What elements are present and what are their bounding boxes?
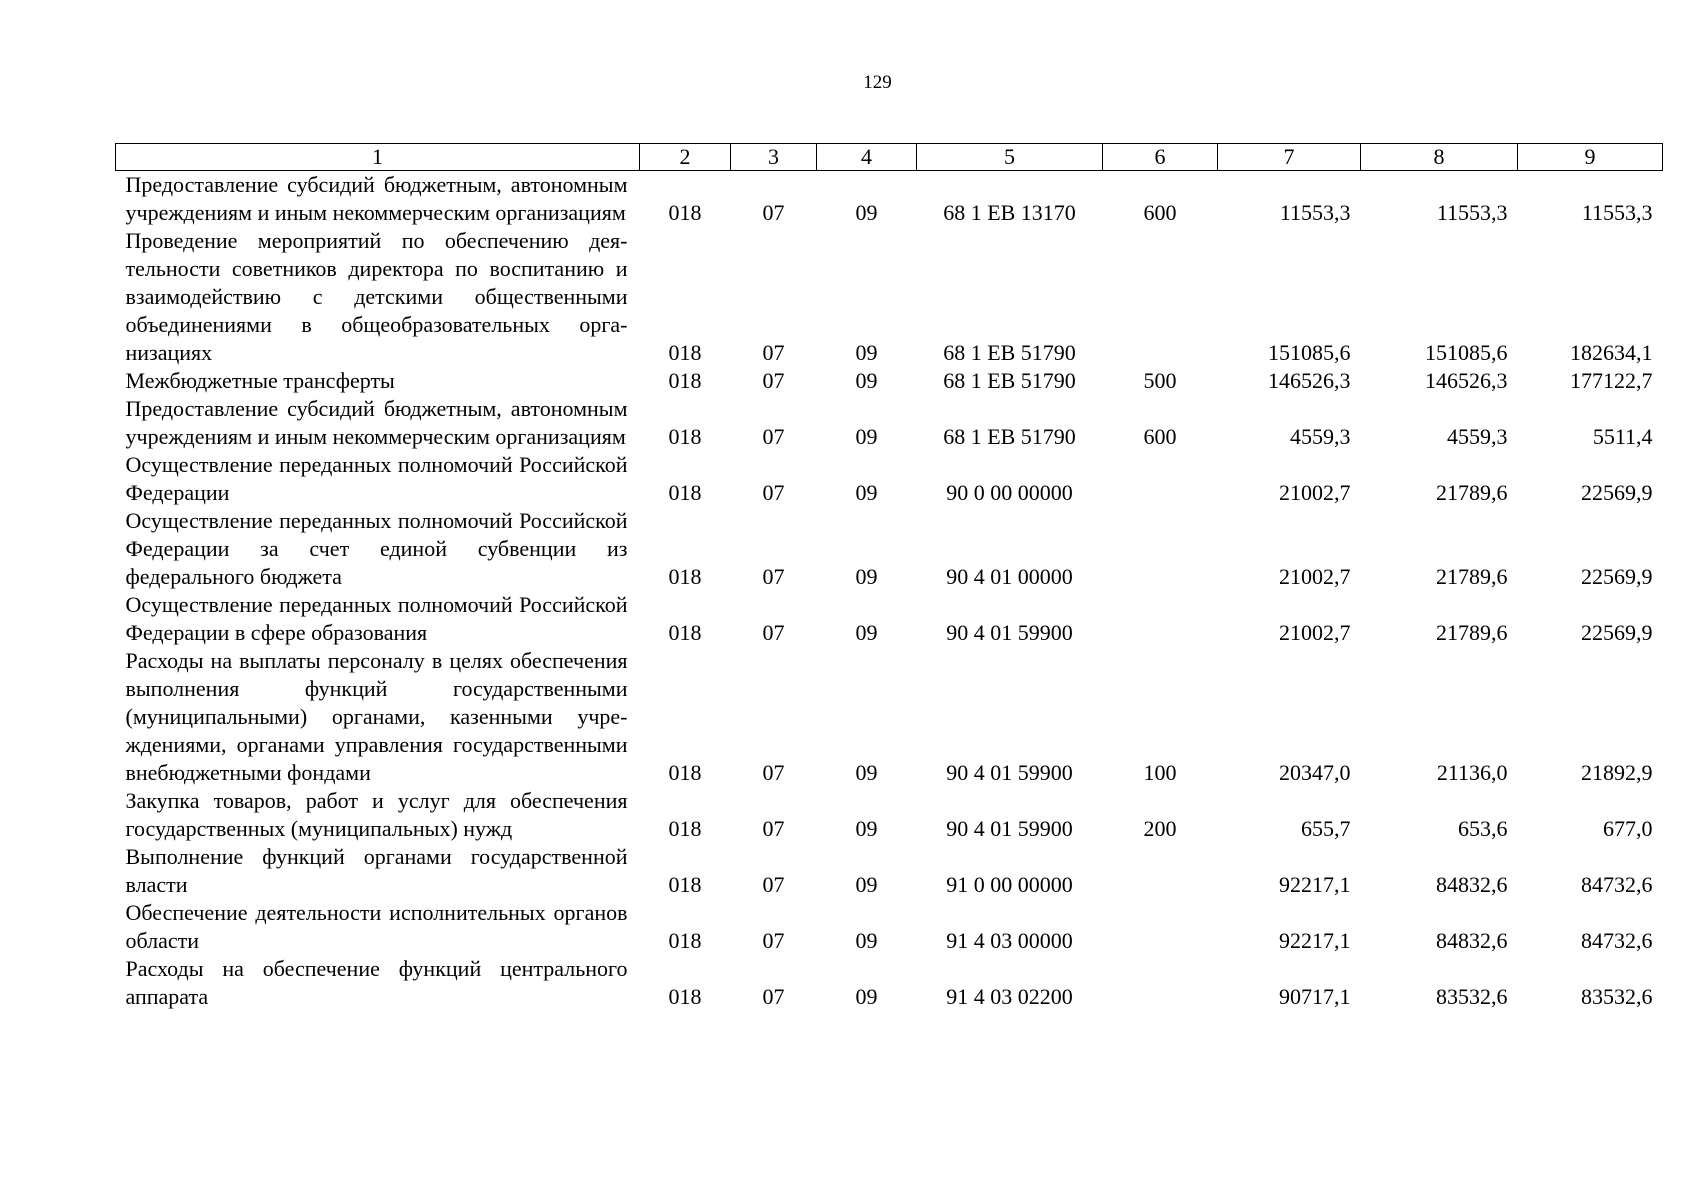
subsection-code-cell: 09 xyxy=(855,480,878,505)
expense-type-cell: 100 xyxy=(1143,760,1177,785)
target-article-cell: 68 1 ЕВ 13170 xyxy=(943,200,1076,225)
amount-col9-cell: 11553,3 xyxy=(1581,200,1653,225)
amount-col9-cell: 5511,4 xyxy=(1592,424,1653,449)
subsection-code-cell: 09 xyxy=(855,368,878,393)
amount-col9-cell: 22569,9 xyxy=(1581,620,1653,645)
admin-code-cell: 018 xyxy=(668,760,702,785)
row-name-cell: Обеспечение деятельности исполнительных органов области xyxy=(125,900,628,953)
column-header-8: 8 xyxy=(1361,144,1518,171)
table-row xyxy=(116,367,1663,395)
amount-col8-cell: 21789,6 xyxy=(1436,620,1508,645)
table-row xyxy=(116,227,1663,367)
amount-col9-cell: 177122,7 xyxy=(1570,368,1653,393)
amount-col9-cell: 22569,9 xyxy=(1581,480,1653,505)
section-code-cell: 07 xyxy=(762,340,785,365)
table-row xyxy=(116,507,1663,591)
table-header-row xyxy=(116,144,1663,171)
page-number: 129 xyxy=(863,72,892,93)
amount-col7-cell: 92217,1 xyxy=(1279,928,1351,953)
expense-type-cell: 200 xyxy=(1143,816,1177,841)
admin-code-cell: 018 xyxy=(668,424,702,449)
section-code-cell: 07 xyxy=(762,816,785,841)
row-name-cell: Осуществление переданных полномочий Российской Федерации xyxy=(125,452,628,505)
row-name-cell: Предоставление субсидий бюджетным, автономным учреждениям и иным некоммерческим организациям xyxy=(125,172,628,225)
amount-col7-cell: 21002,7 xyxy=(1279,564,1351,589)
admin-code-cell: 018 xyxy=(668,872,702,897)
budget-table xyxy=(115,143,1663,1011)
subsection-code-cell: 09 xyxy=(855,340,878,365)
target-article-cell: 68 1 ЕВ 51790 xyxy=(943,340,1076,365)
amount-col8-cell: 21789,6 xyxy=(1436,480,1508,505)
column-header-3: 3 xyxy=(731,144,817,171)
target-article-cell: 90 4 01 59900 xyxy=(946,620,1073,645)
expense-type-cell xyxy=(1103,899,1218,955)
table-row xyxy=(116,647,1663,787)
amount-col9-cell: 83532,6 xyxy=(1581,984,1653,1009)
subsection-code-cell: 09 xyxy=(855,200,878,225)
admin-code-cell: 018 xyxy=(668,620,702,645)
section-code-cell: 07 xyxy=(762,620,785,645)
target-article-cell: 90 4 01 59900 xyxy=(946,816,1073,841)
expense-type-cell: 500 xyxy=(1143,368,1177,393)
admin-code-cell: 018 xyxy=(668,480,702,505)
row-name-cell: Межбюджетные трансферты xyxy=(125,368,395,393)
amount-col8-cell: 11553,3 xyxy=(1436,200,1508,225)
section-code-cell: 07 xyxy=(762,200,785,225)
expense-type-cell xyxy=(1103,451,1218,507)
subsection-code-cell: 09 xyxy=(855,424,878,449)
column-header-4: 4 xyxy=(817,144,917,171)
amount-col8-cell: 146526,3 xyxy=(1425,368,1508,393)
row-name-cell: Проведение мероприятий по обеспечению деятельности советников директора по воспитанию и взаимодействию с детскими общественными объединениями в общеобразовательных организациях xyxy=(125,228,628,365)
admin-code-cell: 018 xyxy=(668,564,702,589)
amount-col9-cell: 22569,9 xyxy=(1581,564,1653,589)
table-row xyxy=(116,451,1663,507)
amount-col8-cell: 151085,6 xyxy=(1425,340,1508,365)
amount-col8-cell: 653,6 xyxy=(1458,816,1508,841)
target-article-cell: 90 4 01 00000 xyxy=(946,564,1073,589)
expense-type-cell xyxy=(1103,843,1218,899)
amount-col8-cell: 84832,6 xyxy=(1436,872,1508,897)
target-article-cell: 90 4 01 59900 xyxy=(946,760,1073,785)
row-name-cell: Выполнение функций органами государственной власти xyxy=(125,844,628,897)
section-code-cell: 07 xyxy=(762,564,785,589)
table-row xyxy=(116,899,1663,955)
table-row xyxy=(116,843,1663,899)
section-code-cell: 07 xyxy=(762,424,785,449)
admin-code-cell: 018 xyxy=(668,984,702,1009)
subsection-code-cell: 09 xyxy=(855,620,878,645)
table-body xyxy=(116,171,1663,1012)
expense-type-cell xyxy=(1103,955,1218,1011)
table-row xyxy=(116,787,1663,843)
amount-col7-cell: 21002,7 xyxy=(1279,620,1351,645)
amount-col8-cell: 83532,6 xyxy=(1436,984,1508,1009)
amount-col7-cell: 92217,1 xyxy=(1279,872,1351,897)
amount-col7-cell: 151085,6 xyxy=(1268,340,1351,365)
target-article-cell: 91 4 03 00000 xyxy=(946,928,1073,953)
expense-type-cell: 600 xyxy=(1143,200,1177,225)
expense-type-cell xyxy=(1103,227,1218,367)
expense-type-cell: 600 xyxy=(1143,424,1177,449)
row-name-cell: Закупка товаров, работ и услуг для обеспечения государственных (муниципальных) нужд xyxy=(125,788,628,841)
admin-code-cell: 018 xyxy=(668,816,702,841)
column-header-5: 5 xyxy=(917,144,1103,171)
amount-col9-cell: 84732,6 xyxy=(1581,928,1653,953)
expense-type-cell xyxy=(1103,591,1218,647)
column-header-1: 1 xyxy=(116,144,640,171)
amount-col7-cell: 11553,3 xyxy=(1279,200,1351,225)
amount-col7-cell: 21002,7 xyxy=(1279,480,1351,505)
target-article-cell: 68 1 ЕВ 51790 xyxy=(943,424,1076,449)
row-name-cell: Расходы на обеспечение функций центрального аппарата xyxy=(125,956,628,1009)
table-row xyxy=(116,955,1663,1011)
table-row xyxy=(116,395,1663,451)
subsection-code-cell: 09 xyxy=(855,928,878,953)
target-article-cell: 91 0 00 00000 xyxy=(946,872,1073,897)
table-row xyxy=(116,591,1663,647)
amount-col8-cell: 4559,3 xyxy=(1447,424,1508,449)
expense-type-cell xyxy=(1103,507,1218,591)
amount-col8-cell: 21136,0 xyxy=(1436,760,1508,785)
amount-col7-cell: 90717,1 xyxy=(1279,984,1351,1009)
amount-col9-cell: 182634,1 xyxy=(1570,340,1653,365)
admin-code-cell: 018 xyxy=(668,200,702,225)
amount-col9-cell: 84732,6 xyxy=(1581,872,1653,897)
table-row xyxy=(116,171,1663,228)
row-name-cell: Осуществление переданных полномочий Российской Федерации за счет единой субвенции из федерального бюджета xyxy=(125,508,628,589)
subsection-code-cell: 09 xyxy=(855,984,878,1009)
amount-col7-cell: 20347,0 xyxy=(1279,760,1351,785)
target-article-cell: 68 1 ЕВ 51790 xyxy=(943,368,1076,393)
admin-code-cell: 018 xyxy=(668,928,702,953)
column-header-2: 2 xyxy=(640,144,731,171)
amount-col7-cell: 146526,3 xyxy=(1268,368,1351,393)
amount-col9-cell: 677,0 xyxy=(1603,816,1653,841)
amount-col8-cell: 21789,6 xyxy=(1436,564,1508,589)
target-article-cell: 90 0 00 00000 xyxy=(946,480,1073,505)
row-name-cell: Осуществление переданных полномочий Российской Федерации в сфере образования xyxy=(125,592,628,645)
column-header-6: 6 xyxy=(1103,144,1218,171)
subsection-code-cell: 09 xyxy=(855,760,878,785)
column-header-7: 7 xyxy=(1218,144,1361,171)
section-code-cell: 07 xyxy=(762,368,785,393)
section-code-cell: 07 xyxy=(762,928,785,953)
target-article-cell: 91 4 03 02200 xyxy=(946,984,1073,1009)
amount-col7-cell: 655,7 xyxy=(1301,816,1351,841)
amount-col9-cell: 21892,9 xyxy=(1581,760,1653,785)
section-code-cell: 07 xyxy=(762,760,785,785)
row-name-cell: Предоставление субсидий бюджетным, автономным учреждениям и иным некоммерческим организациям xyxy=(125,396,628,449)
amount-col8-cell: 84832,6 xyxy=(1436,928,1508,953)
subsection-code-cell: 09 xyxy=(855,564,878,589)
subsection-code-cell: 09 xyxy=(855,872,878,897)
admin-code-cell: 018 xyxy=(668,340,702,365)
section-code-cell: 07 xyxy=(762,480,785,505)
section-code-cell: 07 xyxy=(762,872,785,897)
subsection-code-cell: 09 xyxy=(855,816,878,841)
row-name-cell: Расходы на выплаты персоналу в целях обеспечения выполнения функций государственными (муниципальными) органами, казенными учреждениями, органами управления государственными внебюджетными фондами xyxy=(125,648,628,785)
section-code-cell: 07 xyxy=(762,984,785,1009)
column-header-9: 9 xyxy=(1518,144,1663,171)
amount-col7-cell: 4559,3 xyxy=(1290,424,1351,449)
admin-code-cell: 018 xyxy=(668,368,702,393)
